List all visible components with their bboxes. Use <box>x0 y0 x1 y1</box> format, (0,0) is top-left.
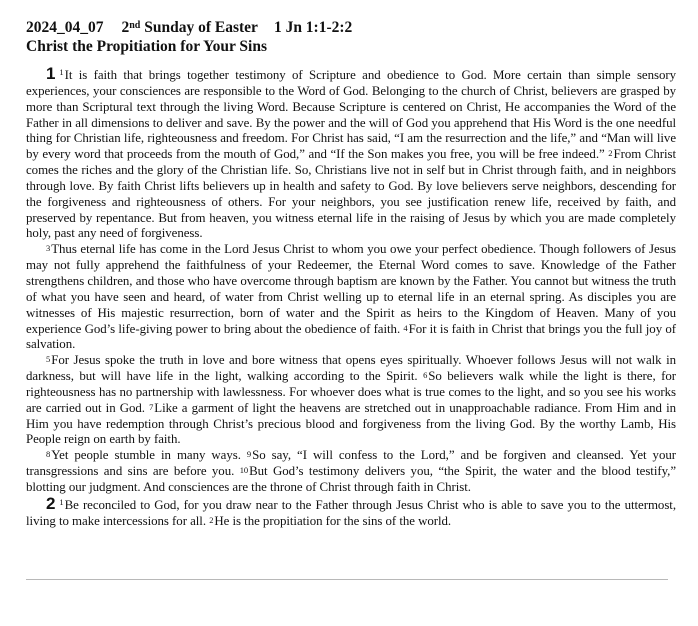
verse-text: Yet people stumble in many ways. <box>51 448 247 463</box>
verse-text: From Christ comes the riches and the glory of the Christian life. So, Christians live not in self but in Christ through faith, and in neighbors through love. By faith Christ lifts believers up in health and safety to God. By love believers serve neighbors, descending for the forgiveness and righteousness of others. For your neighbors, you see justification renew life, received by faith, and preserved by repentance. But from heaven, you witness eternal life in the raising of Jesus by which you are made completely holy, past any need of forgiveness. <box>26 147 676 241</box>
occasion-ordinal: 2 <box>121 19 130 36</box>
header-line <box>26 18 676 37</box>
verse-text: Like a garment of light the heavens are stretched out in unapproachable radiance. From Him and in Him you have redemption through Christ’s precious blood and forgiveness from the living God. By the worthy Lamb, His People reign on earth by faith. <box>26 400 676 447</box>
verse-number: 2 <box>608 148 613 159</box>
sermon-title: Christ the Propitiation for Your Sins <box>26 38 267 55</box>
paragraph <box>26 448 676 496</box>
occasion <box>122 19 258 36</box>
verse-text: So say, “I will confess to the Lord,” and be forgiven and cleansed. Yet your transgressions and sins are before you. <box>26 448 676 479</box>
paragraph <box>26 493 676 530</box>
verse-text: For it is faith in Christ that brings you the full joy of salvation. <box>26 321 676 352</box>
verse-text: But God’s testimony delivers you, “the Spirit, the water and the blood testify,” blotting our judgment. And consciences are the throne of Christ through faith in Christ. <box>26 464 676 494</box>
chapter-number: 2 <box>46 493 56 513</box>
verse-text: For Jesus spoke the truth in love and bore witness that opens eyes spiritually. Whoever follows Jesus will not walk in darkness, but will have life in the light, walking according to the Spirit. <box>26 353 676 384</box>
verse-number: 7 <box>149 401 154 412</box>
verse-number: 6 <box>423 370 428 381</box>
sermon-body <box>26 66 676 529</box>
scripture-reference: 1 Jn 1:1-2:2 <box>273 19 353 36</box>
verse-text: Be reconciled to God, for you draw near to the Father through Jesus Christ who is able to save you to the uttermost, living to make intercessions for all. <box>26 497 676 528</box>
occasion-name: Sunday of Easter <box>140 19 258 36</box>
chapter-number: 1 <box>46 64 56 83</box>
verse-text: So believers walk while the light is there, for righteousness has no partnership with lawlessness. For whoever does what is true comes to the light, and so you see his works are carried out in God. <box>26 369 676 415</box>
paragraph <box>26 353 676 448</box>
verse-text: It is faith that brings together testimony of Scripture and obedience to God. More certain than simple sensory experiences, your consciences are responsible to the Word of God. Belonging to the church of Christ, believers are grasped by more than Scriptural text through the living Word. Because Scripture is centered on Christ, He accompanies the Word of the Father in all dimensions to deliver and save. By the power and the will of God you apprehend that His Word is the one needful thing for Christian life, righteousness and freedom. For Christ has said, “I am the resurrection and the life,” and “Man will live by every word that proceeds from the mouth of God,” and “If the Son makes you free, you will be free indeed.” <box>26 68 676 162</box>
verse-number: 5 <box>46 354 51 365</box>
verse-number: 10 <box>239 465 249 476</box>
verse-number: 4 <box>403 322 408 333</box>
occasion-ordinal-suffix: nd <box>129 20 141 31</box>
paragraph <box>26 66 676 242</box>
verse-number: 2 <box>209 514 214 525</box>
paragraph <box>26 242 676 353</box>
verse-number: 9 <box>246 449 252 460</box>
verse-number: 3 <box>46 243 51 254</box>
verse-text: Thus eternal life has come in the Lord Jesus Christ to whom you owe your perfect obedience. Though followers of Jesus may not fully apprehend the faithfulness of your Redeemer, the Eternal Word comes to save. Knowledge of the Father strengthens children, and those who have overcome through baptism are known by the Father. You cannot but witness the truth of what you have seen and heard, of water from Christ welling up to eternal life in an eternal spring. As disciples you are witnesses of His majestic resurrection, born of water and the Spirit as heirs to the Kingdom of Heaven. Many of you experience God’s life-giving power to bring about the obedience of faith. <box>26 242 676 336</box>
verse-number: 1 <box>59 67 64 77</box>
document-page <box>26 18 676 529</box>
verse-number: 8 <box>46 449 51 460</box>
footer-divider <box>26 579 668 580</box>
sermon-date: 2024_04_07 <box>26 19 104 36</box>
verse-text: He is the propitiation for the sins of the world. <box>214 513 452 528</box>
verse-number: 1 <box>59 496 64 507</box>
